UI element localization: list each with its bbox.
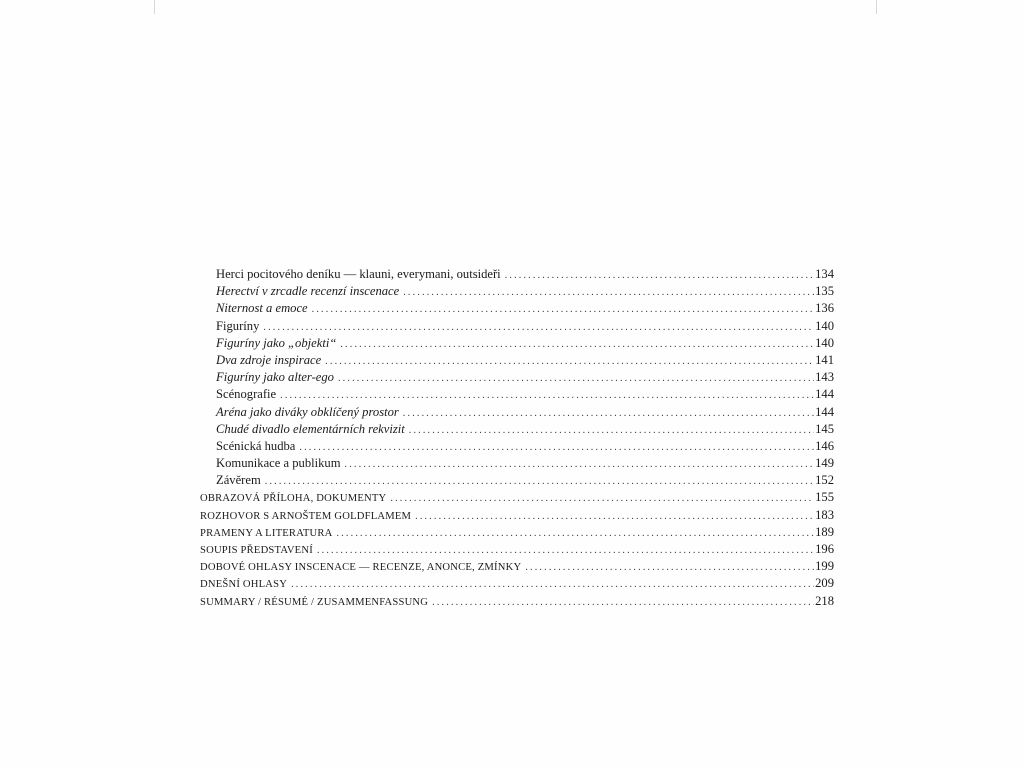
toc-entry [200,386,834,403]
toc-leader-dots [263,319,814,336]
toc-leader-dots [338,370,814,387]
toc-entry-title: Figuríny jako alter-ego [216,370,334,385]
toc-entry-title: OBRAZOVÁ PŘÍLOHA, DOKUMENTY [200,493,387,505]
toc-leader-dots [403,405,814,422]
toc-entry-title: Herci pocitového deníku — klauni, everymani, outsideři [216,267,501,281]
toc-leader-dots [415,508,814,525]
toc-entry-title: SOUPIS PŘEDSTAVENÍ [200,545,313,556]
toc-entry [200,300,834,317]
toc-entry [200,266,834,283]
toc-entry [200,593,834,610]
toc-entry-title: SUMMARY / RÉSUMÉ / ZUSAMMENFASSUNG [200,596,429,608]
toc-leader-dots [525,559,814,576]
toc-leader-dots [337,525,815,542]
toc-page-number: 155 [815,490,834,505]
toc-leader-dots [312,301,814,318]
toc-entry [200,558,834,575]
toc-page-number: 189 [815,524,834,539]
toc-entry-title: DNEŠNÍ OHLASY [200,579,288,591]
toc-entry-title: Herectví v zrcadle recenzí inscenace [216,284,400,299]
toc-entry [200,524,834,541]
toc-leader-dots [317,542,814,559]
toc-leader-dots [291,576,814,593]
toc-page-number: 143 [815,370,834,385]
toc-entry [200,369,834,386]
toc-page-number: 145 [815,421,834,436]
toc-leader-dots [265,473,814,490]
toc-leader-dots [345,456,815,473]
toc-entry [200,318,834,335]
toc-entry-title: Chudé divadlo elementárních rekvizit [216,421,405,436]
toc-entry [200,421,834,438]
toc-page-number: 199 [815,559,834,574]
toc-entry [200,335,834,352]
toc-entry [200,472,834,489]
toc-page-number: 140 [815,318,834,333]
toc-entry-title: Dva zdroje inspirace [216,352,322,367]
toc-entry-title: PRAMENY A LITERATURA [200,527,333,539]
toc-entry [200,541,834,558]
toc-leader-dots [505,267,814,284]
toc-page-number: 135 [815,284,834,299]
toc-entry [200,404,834,421]
toc-page-number: 144 [815,404,834,419]
toc-leader-dots [325,353,814,370]
toc-entry-title: DOBOVÉ OHLASY INSCENACE — RECENZE, ANONCE, ZMÍNKY [200,562,522,574]
toc-entry [200,455,834,472]
toc-entry-title: Aréna jako diváky obklíčený prostor [216,404,399,419]
toc-entry-title: ROZHOVOR S ARNOŠTEM GOLDFLAMEM [200,510,412,522]
scan-edge-mark [154,0,155,14]
toc-leader-dots [403,284,814,301]
toc-page-number: 141 [815,352,834,367]
toc-page-number: 140 [815,335,834,350]
toc-page-number: 183 [815,507,834,522]
toc-leader-dots [409,422,814,439]
toc-page-number: 149 [815,456,834,471]
toc-leader-dots [340,336,814,353]
toc-entry [200,507,834,524]
toc-page-number: 218 [815,593,834,608]
toc-entry [200,438,834,455]
toc-entry-title: Scénografie [216,387,277,402]
table-of-contents [200,266,834,610]
toc-page-number: 144 [815,387,834,402]
toc-entry [200,489,834,506]
toc-entry-title: Závěrem [216,473,261,488]
toc-entry [200,575,834,592]
toc-entry-title: Scénická hudba [216,438,296,453]
toc-page-number: 134 [815,267,834,281]
toc-page-number: 146 [815,438,834,453]
scan-edge-mark [876,0,877,14]
toc-page-number: 152 [815,473,834,488]
toc-entry [200,352,834,369]
toc-page-number: 209 [815,576,834,591]
toc-entry-title: Niternost a emoce [216,301,308,316]
toc-leader-dots [432,594,814,611]
toc-leader-dots [280,387,814,404]
toc-page-number: 196 [815,542,834,556]
toc-entry-title: Figuríny jako „objekti“ [216,335,337,350]
toc-page-number: 136 [815,301,834,316]
toc-entry [200,283,834,300]
toc-entry-title: Komunikace a publikum [216,456,341,471]
toc-entry-title: Figuríny [216,318,260,333]
toc-leader-dots [299,439,814,456]
toc-leader-dots [390,490,814,507]
